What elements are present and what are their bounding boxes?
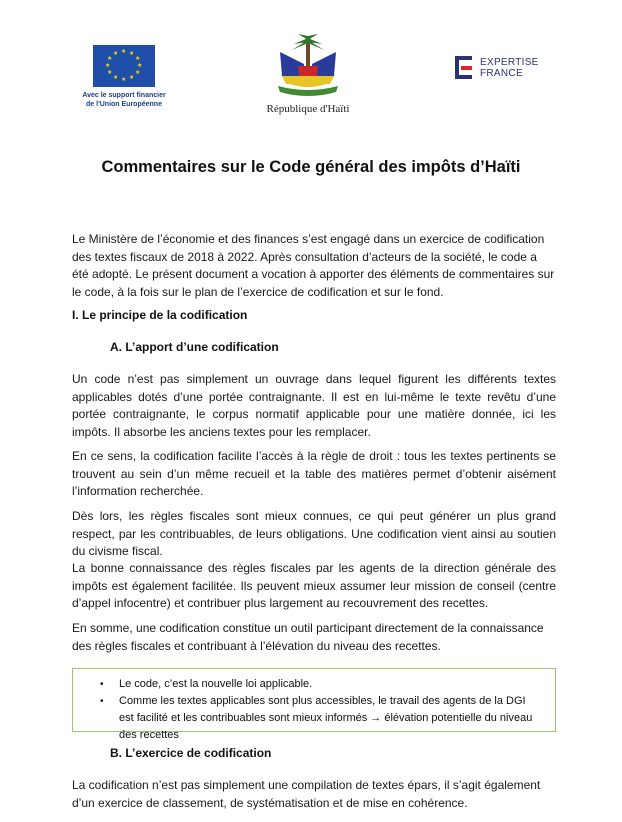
expertise-france-wordmark (480, 57, 539, 79)
paragraph: En somme, une codification constitue un outil participant directement de la connaissance des règles fiscales et contribuant à l’élévation du niveau des recettes. (72, 621, 544, 653)
summary-item-text: Comme les textes applicables sont plus accessibles, le travail des agents de la DGI est facilité et les contribuables sont mieux informés → élévation potentielle du niveau des recettes (119, 695, 533, 741)
expertise-france-logo (455, 56, 539, 79)
haiti-coat-of-arms-icon (268, 30, 348, 100)
paragraph: La bonne connaissance des règles fiscales par les agents de la direction générale des impôts est également facilitée. Ils peuvent mieux assumer leur mission de conseil (centre d’appel infocentre) et contribuer plus largement au recouvrement des recettes. (72, 561, 556, 611)
eu-flag-icon: ★ ★ ★ ★ ★ ★ ★ ★ ★ ★ ★ ★ (93, 45, 155, 87)
ef-line1: EXPERTISE (480, 56, 539, 68)
subsection-heading-a: A. L’apport d’une codification (110, 340, 279, 354)
summary-box (72, 668, 556, 741)
paragraph: En ce sens, la codification facilite l’accès à la règle de droit : tous les textes pertinents se trouvent au sein d’un même recueil et la table des matières permet d’obtenir aisément l’information recherchée. (72, 449, 556, 499)
expertise-france-mark-icon (455, 56, 472, 79)
intro-paragraph: Le Ministère de l’économie et des finances s’est engagé dans un exercice de codification des textes fiscaux de 2018 à 2022. Après consultation d’acteurs de la société, le code a été adopté. Le présent document a vocation à apporter des éléments de commentaires sur le code, à la fois sur le plan de l’exercice de codification et sur le fond. (72, 232, 555, 299)
eu-logo (79, 45, 169, 109)
haiti-logo (258, 30, 358, 115)
ef-line2: FRANCE (480, 67, 523, 79)
summary-list (73, 676, 557, 744)
section-heading: I. Le principe de la codification (72, 308, 248, 322)
document-title: Commentaires sur le Code général des impôts d’Haïti (101, 158, 521, 176)
eu-caption (79, 91, 169, 109)
summary-item (73, 693, 557, 744)
haiti-caption: République d'Haïti (266, 103, 350, 115)
bullet-icon: • (100, 696, 104, 707)
paragraph: La codification n’est pas simplement une compilation de textes épars, il s’agit également d’un exercice de classement, de systématisation et de mise en cohérence. (72, 778, 541, 810)
summary-item-text: Le code, c’est la nouvelle loi applicable. (119, 678, 313, 690)
subsection-heading-b: B. L’exercice de codification (110, 746, 272, 760)
summary-item (73, 676, 557, 693)
eu-caption-line2: de l'Union Européenne (86, 101, 162, 108)
paragraph: Un code n’est pas simplement un ouvrage dans lequel figurent les différents textes applicables dotés d’une portée contraignante. Il est en lui-même le texte revêtu d’une portée contraignante, le corpus normatif applicable pour une matière donnée, ici les impôts. Il absorbe les anciens textes pour les remplacer. (72, 372, 556, 439)
eu-caption-line1: Avec le support financier (82, 92, 166, 99)
bullet-icon: • (100, 679, 104, 690)
paragraph: Dès lors, les règles fiscales sont mieux connues, ce qui peut générer un plus grand respect, par les contribuables, de leurs obligations. Une codification vient ainsi au soutien du civisme fiscal. (72, 509, 556, 559)
